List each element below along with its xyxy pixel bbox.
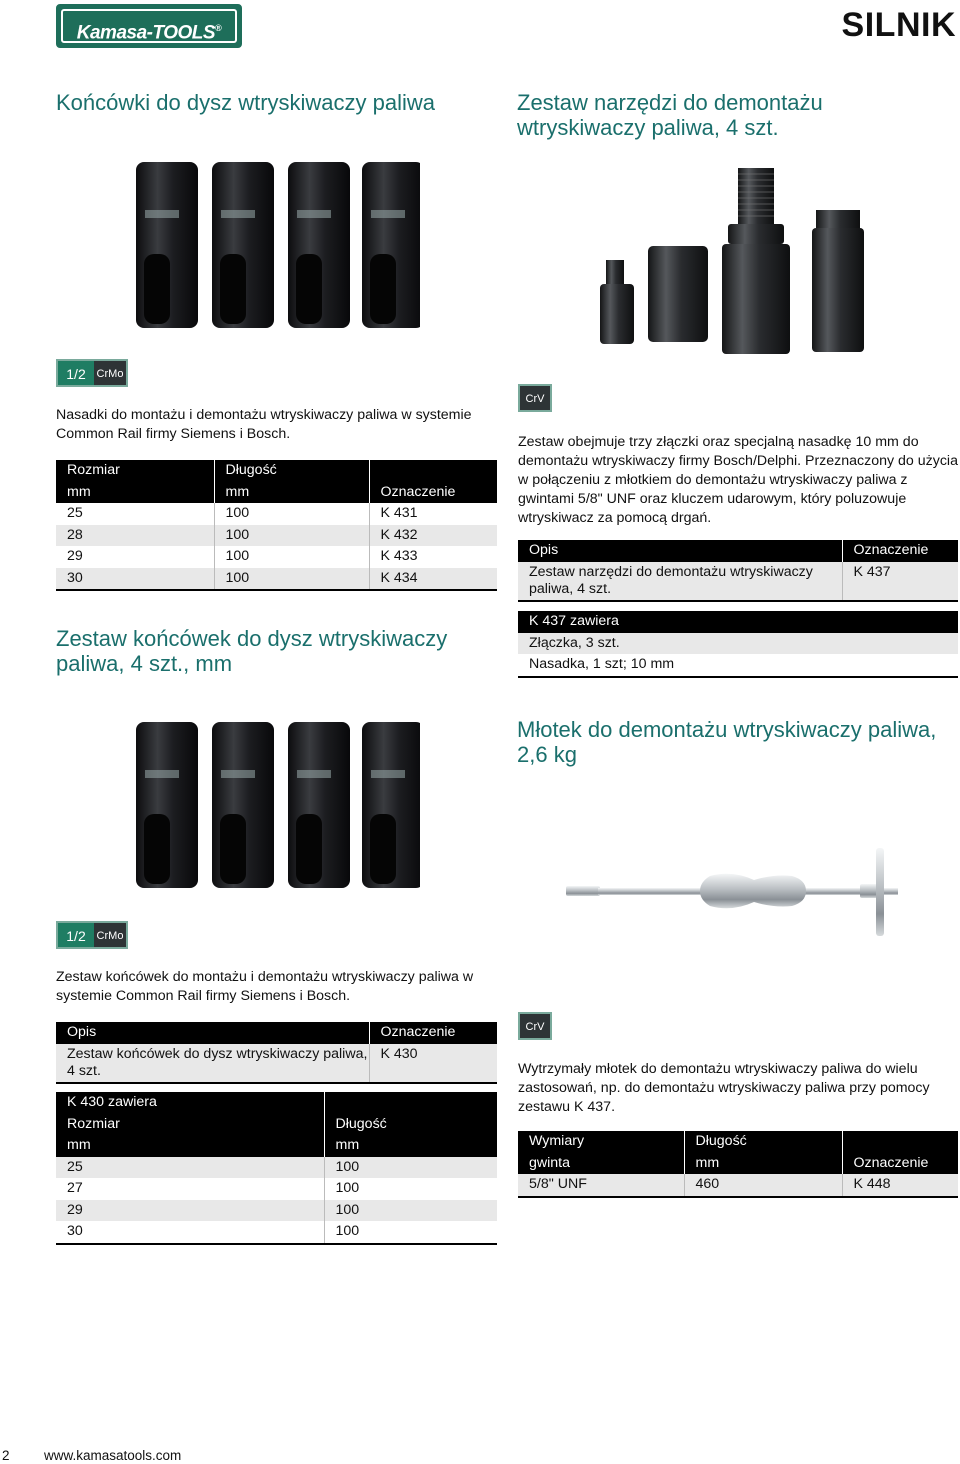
contains-label: K 437 zawiera <box>518 611 958 633</box>
k437-title: Zestaw narzędzi do demontażu wtryskiwaczy paliwa, 4 szt. <box>517 90 823 140</box>
cell-size: 28 <box>56 525 214 547</box>
cell-length: 100 <box>324 1221 497 1244</box>
cell-code: K 432 <box>369 525 497 547</box>
k437-table <box>518 540 958 602</box>
cell-size: 30 <box>56 568 214 591</box>
material-badge: CrV <box>520 386 550 410</box>
table-row <box>56 1221 497 1244</box>
cell-code: K 448 <box>842 1174 958 1197</box>
col-code-header: Oznaczenie <box>369 1022 497 1044</box>
contains-label: K 430 zawiera <box>56 1092 324 1114</box>
brand-logo <box>56 4 242 48</box>
section-title: SILNIK <box>841 6 956 44</box>
table-row <box>56 525 497 547</box>
drive-size-badge: 1/2 <box>58 923 94 947</box>
cell-length: 100 <box>324 1200 497 1222</box>
spec-badges <box>56 921 128 949</box>
table-row <box>56 546 497 568</box>
col-desc-header: Opis <box>518 540 842 562</box>
slide-hammer-image <box>560 840 920 950</box>
col-size-unit: mm <box>56 482 214 504</box>
cell-size: 29 <box>56 1200 324 1222</box>
col-length-unit: mm <box>324 1135 497 1157</box>
col-dim-header: Wymiary <box>518 1131 684 1153</box>
cell-length: 100 <box>324 1178 497 1200</box>
k430-description: Zestaw końcówek do montażu i demontażu wtryskiwaczy paliwa w systemie Common Rail firmy Siemens i Bosch. <box>56 969 474 1004</box>
brand-name: Kamasa-TOOLS <box>76 22 216 44</box>
col-length-header: Długość <box>324 1114 497 1136</box>
col-size-header: Rozmiar <box>56 460 214 482</box>
col-desc-header: Opis <box>56 1022 369 1044</box>
cell-length: 100 <box>214 568 369 591</box>
table-row <box>56 568 497 591</box>
col-code-header: Oznaczenie <box>842 1153 958 1175</box>
cell-desc: Zestaw końcówek do dysz wtryskiwaczy paliwa, 4 szt. <box>56 1044 369 1083</box>
table-row <box>56 1200 497 1222</box>
cell-code: K 437 <box>842 562 958 601</box>
cell-dim: 5/8" UNF <box>518 1174 684 1197</box>
socket-set-image <box>130 718 420 890</box>
footer-url[interactable]: www.kamasatools.com <box>44 1448 182 1463</box>
adapter-set-image <box>590 160 870 360</box>
material-badge: CrMo <box>94 923 126 947</box>
registered-icon: ® <box>215 23 222 33</box>
cell-size: 30 <box>56 1221 324 1244</box>
cell-size: 25 <box>67 505 83 522</box>
cell-length: 100 <box>214 525 369 547</box>
material-badge: CrV <box>520 1014 550 1038</box>
k430-contents-table <box>56 1092 497 1245</box>
cell-size: 25 <box>56 1157 324 1179</box>
cell-desc: Zestaw narzędzi do demontażu wtryskiwaczy paliwa, 4 szt. <box>518 562 842 601</box>
k448-description: Wytrzymały młotek do demontażu wtryskiwaczy paliwa do wielu zastosowań, np. do demontażu wtryskiwaczy paliwa przy pomocy zestawu K 437. <box>518 1061 930 1115</box>
k430-table <box>56 1022 497 1084</box>
col-size-header: Rozmiar <box>56 1114 324 1136</box>
k448-table <box>518 1131 958 1198</box>
k437-contents-table <box>518 611 958 678</box>
spec-badges <box>518 1012 552 1040</box>
content-item: Złączka, 3 szt. <box>518 633 958 655</box>
cell-size: 27 <box>67 1180 83 1197</box>
k448-title: Młotek do demontażu wtryskiwaczy paliwa, 2,6 kg <box>517 717 937 767</box>
cell-length: 100 <box>214 546 369 568</box>
drive-size-badge: 1/2 <box>58 361 94 385</box>
cell-code: K 434 <box>369 568 497 591</box>
material-badge: CrMo <box>94 361 126 385</box>
spec-badges <box>518 384 552 412</box>
col-code-header: Oznaczenie <box>369 482 497 504</box>
content-item: Nasadka, 1 szt; 10 mm <box>518 654 958 677</box>
k43x-title: Końcówki do dysz wtryskiwaczy paliwa <box>56 90 436 115</box>
k437-description: Zestaw obejmuje trzy złączki oraz specjalną nasadkę 10 mm do demontażu wtryskiwaczy firmy Bosch/Delphi. Przeznaczony do użycia w połączeniu z młotkiem do demontażu wtryskiwaczy paliwa z gwintami 5/8" UNF oraz kluczem udarowym, który poluzowuje wtryskiwacz za pomocą drgań. <box>518 434 958 526</box>
k43x-table <box>56 460 497 591</box>
table-row <box>518 1174 958 1197</box>
col-dim-unit: gwinta <box>518 1153 684 1175</box>
spec-badges <box>56 359 128 387</box>
col-size-unit: mm <box>56 1135 324 1157</box>
table-row <box>56 1178 497 1200</box>
cell-code: K 430 <box>369 1044 497 1083</box>
col-code-header: Oznaczenie <box>842 540 958 562</box>
col-length-header: Długość <box>214 460 369 482</box>
col-length-unit: mm <box>214 482 369 504</box>
col-length-unit: mm <box>684 1153 842 1175</box>
cell-code: K 431 <box>369 503 497 525</box>
list-item <box>518 654 958 677</box>
socket-set-image <box>130 158 420 330</box>
cell-length: 100 <box>214 503 369 525</box>
k430-title: Zestaw końcówek do dysz wtryskiwaczy paliwa, 4 szt., mm <box>56 626 448 676</box>
cell-length: 100 <box>324 1157 497 1179</box>
list-item <box>518 633 958 655</box>
col-length-header: Długość <box>684 1131 842 1153</box>
page-number: 2 <box>2 1448 10 1463</box>
cell-code: K 433 <box>369 546 497 568</box>
cell-size: 29 <box>67 548 83 565</box>
cell-length: 460 <box>684 1174 842 1197</box>
table-row <box>56 1157 497 1179</box>
table-row <box>56 503 497 525</box>
k43x-description: Nasadki do montażu i demontażu wtryskiwaczy paliwa w systemie Common Rail firmy Siemens i Bosch. <box>56 407 472 442</box>
